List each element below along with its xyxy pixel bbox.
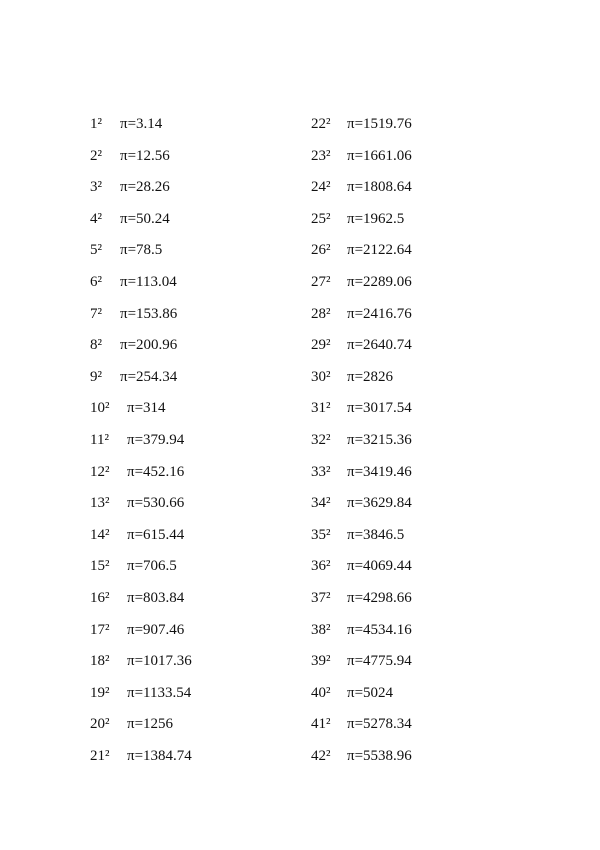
area-value: π=28.26 bbox=[120, 179, 170, 196]
table-row bbox=[90, 335, 192, 367]
area-value: π=907.46 bbox=[127, 621, 185, 638]
table-row bbox=[90, 367, 192, 399]
table-row bbox=[311, 556, 412, 588]
area-value: π=4534.16 bbox=[347, 621, 412, 638]
square-label: 38² bbox=[311, 621, 331, 638]
area-value: π=615.44 bbox=[127, 526, 185, 543]
area-value: π=379.94 bbox=[127, 431, 185, 448]
area-value: π=1133.54 bbox=[127, 684, 192, 701]
table-row bbox=[90, 683, 192, 715]
right-column bbox=[311, 114, 412, 777]
table-row bbox=[90, 304, 192, 336]
area-value: π=3419.46 bbox=[347, 463, 412, 480]
square-label: 42² bbox=[311, 747, 331, 764]
square-label: 26² bbox=[311, 242, 331, 259]
area-value: π=706.5 bbox=[127, 558, 177, 575]
square-label: 33² bbox=[311, 463, 331, 480]
area-value: π=1661.06 bbox=[347, 147, 412, 164]
table-row bbox=[311, 683, 412, 715]
area-value: π=113.04 bbox=[120, 273, 177, 290]
table-row bbox=[311, 272, 412, 304]
square-label: 24² bbox=[311, 179, 331, 196]
table-row bbox=[90, 272, 192, 304]
square-label: 20² bbox=[90, 716, 110, 733]
table-row bbox=[90, 651, 192, 683]
square-label: 2² bbox=[90, 147, 102, 164]
square-label: 14² bbox=[90, 526, 110, 543]
area-value: π=3.14 bbox=[120, 116, 163, 132]
table-row bbox=[311, 588, 412, 620]
area-value: π=1384.74 bbox=[127, 747, 192, 764]
table-row bbox=[90, 620, 192, 652]
table-row bbox=[90, 209, 192, 241]
table-row bbox=[311, 398, 412, 430]
square-label: 27² bbox=[311, 273, 331, 290]
square-label: 16² bbox=[90, 589, 110, 606]
table-row bbox=[311, 240, 412, 272]
square-label: 31² bbox=[311, 400, 331, 417]
area-value: π=1017.36 bbox=[127, 653, 192, 670]
square-label: 25² bbox=[311, 210, 331, 227]
table-row bbox=[90, 146, 192, 178]
area-value: π=2122.64 bbox=[347, 242, 412, 259]
table-row bbox=[311, 146, 412, 178]
square-label: 22² bbox=[311, 116, 331, 132]
table-row bbox=[90, 493, 192, 525]
area-value: π=1256 bbox=[127, 716, 174, 733]
table-row bbox=[311, 651, 412, 683]
area-value: π=5538.96 bbox=[347, 747, 412, 764]
area-value: π=254.34 bbox=[120, 368, 178, 385]
area-value: π=314 bbox=[127, 400, 166, 417]
square-label: 6² bbox=[90, 273, 102, 290]
square-label: 18² bbox=[90, 653, 110, 670]
area-value: π=3629.84 bbox=[347, 495, 412, 512]
area-value: π=5024 bbox=[347, 684, 394, 701]
area-value: π=2416.76 bbox=[347, 305, 412, 322]
area-value: π=1519.76 bbox=[347, 116, 412, 132]
table-row bbox=[311, 114, 412, 146]
area-value: π=3846.5 bbox=[347, 526, 405, 543]
table-row bbox=[90, 588, 192, 620]
square-label: 30² bbox=[311, 368, 331, 385]
area-value: π=3215.36 bbox=[347, 431, 412, 448]
area-value: π=50.24 bbox=[120, 210, 170, 227]
table-row bbox=[311, 304, 412, 336]
area-value: π=3017.54 bbox=[347, 400, 412, 417]
table-row bbox=[90, 398, 192, 430]
table-row bbox=[311, 525, 412, 557]
table-row bbox=[311, 493, 412, 525]
square-label: 3² bbox=[90, 179, 102, 196]
square-label: 9² bbox=[90, 368, 102, 385]
area-value: π=5278.34 bbox=[347, 716, 412, 733]
area-value: π=12.56 bbox=[120, 147, 170, 164]
square-label: 15² bbox=[90, 558, 110, 575]
table-row bbox=[311, 177, 412, 209]
table-row bbox=[311, 335, 412, 367]
table-row bbox=[311, 746, 412, 778]
area-value: π=200.96 bbox=[120, 337, 178, 354]
area-value: π=2640.74 bbox=[347, 337, 412, 354]
square-label: 36² bbox=[311, 558, 331, 575]
table-row bbox=[90, 462, 192, 494]
square-label: 34² bbox=[311, 495, 331, 512]
square-label: 29² bbox=[311, 337, 331, 354]
square-label: 21² bbox=[90, 747, 110, 764]
table-row bbox=[90, 556, 192, 588]
area-value: π=803.84 bbox=[127, 589, 185, 606]
square-label: 19² bbox=[90, 684, 110, 701]
square-label: 13² bbox=[90, 495, 110, 512]
area-value: π=452.16 bbox=[127, 463, 185, 480]
square-label: 32² bbox=[311, 431, 331, 448]
square-label: 23² bbox=[311, 147, 331, 164]
square-label: 7² bbox=[90, 305, 102, 322]
area-value: π=1808.64 bbox=[347, 179, 412, 196]
table-row bbox=[90, 746, 192, 778]
area-value: π=153.86 bbox=[120, 305, 178, 322]
square-label: 39² bbox=[311, 653, 331, 670]
square-label: 11² bbox=[90, 431, 109, 448]
area-value: π=4298.66 bbox=[347, 589, 412, 606]
square-label: 12² bbox=[90, 463, 110, 480]
table-row bbox=[90, 714, 192, 746]
square-label: 1² bbox=[90, 116, 102, 132]
square-label: 41² bbox=[311, 716, 331, 733]
table-row bbox=[90, 114, 192, 146]
area-value: π=1962.5 bbox=[347, 210, 405, 227]
area-value: π=4775.94 bbox=[347, 653, 412, 670]
square-label: 4² bbox=[90, 210, 102, 227]
table-row bbox=[311, 430, 412, 462]
table-row bbox=[90, 177, 192, 209]
table-row bbox=[311, 367, 412, 399]
area-value: π=2826 bbox=[347, 368, 394, 385]
table-row bbox=[90, 430, 192, 462]
table-row bbox=[311, 620, 412, 652]
square-label: 35² bbox=[311, 526, 331, 543]
table-row bbox=[90, 525, 192, 557]
square-label: 10² bbox=[90, 400, 110, 417]
area-value: π=4069.44 bbox=[347, 558, 412, 575]
table-row bbox=[311, 209, 412, 241]
square-label: 37² bbox=[311, 589, 331, 606]
left-column bbox=[90, 114, 192, 777]
square-label: 5² bbox=[90, 242, 102, 259]
area-value: π=2289.06 bbox=[347, 273, 412, 290]
area-value: π=530.66 bbox=[127, 495, 185, 512]
table-row bbox=[311, 714, 412, 746]
square-label: 40² bbox=[311, 684, 331, 701]
table-row bbox=[90, 240, 192, 272]
square-label: 8² bbox=[90, 337, 102, 354]
area-value: π=78.5 bbox=[120, 242, 163, 259]
table-row bbox=[311, 462, 412, 494]
square-label: 17² bbox=[90, 621, 110, 638]
square-label: 28² bbox=[311, 305, 331, 322]
